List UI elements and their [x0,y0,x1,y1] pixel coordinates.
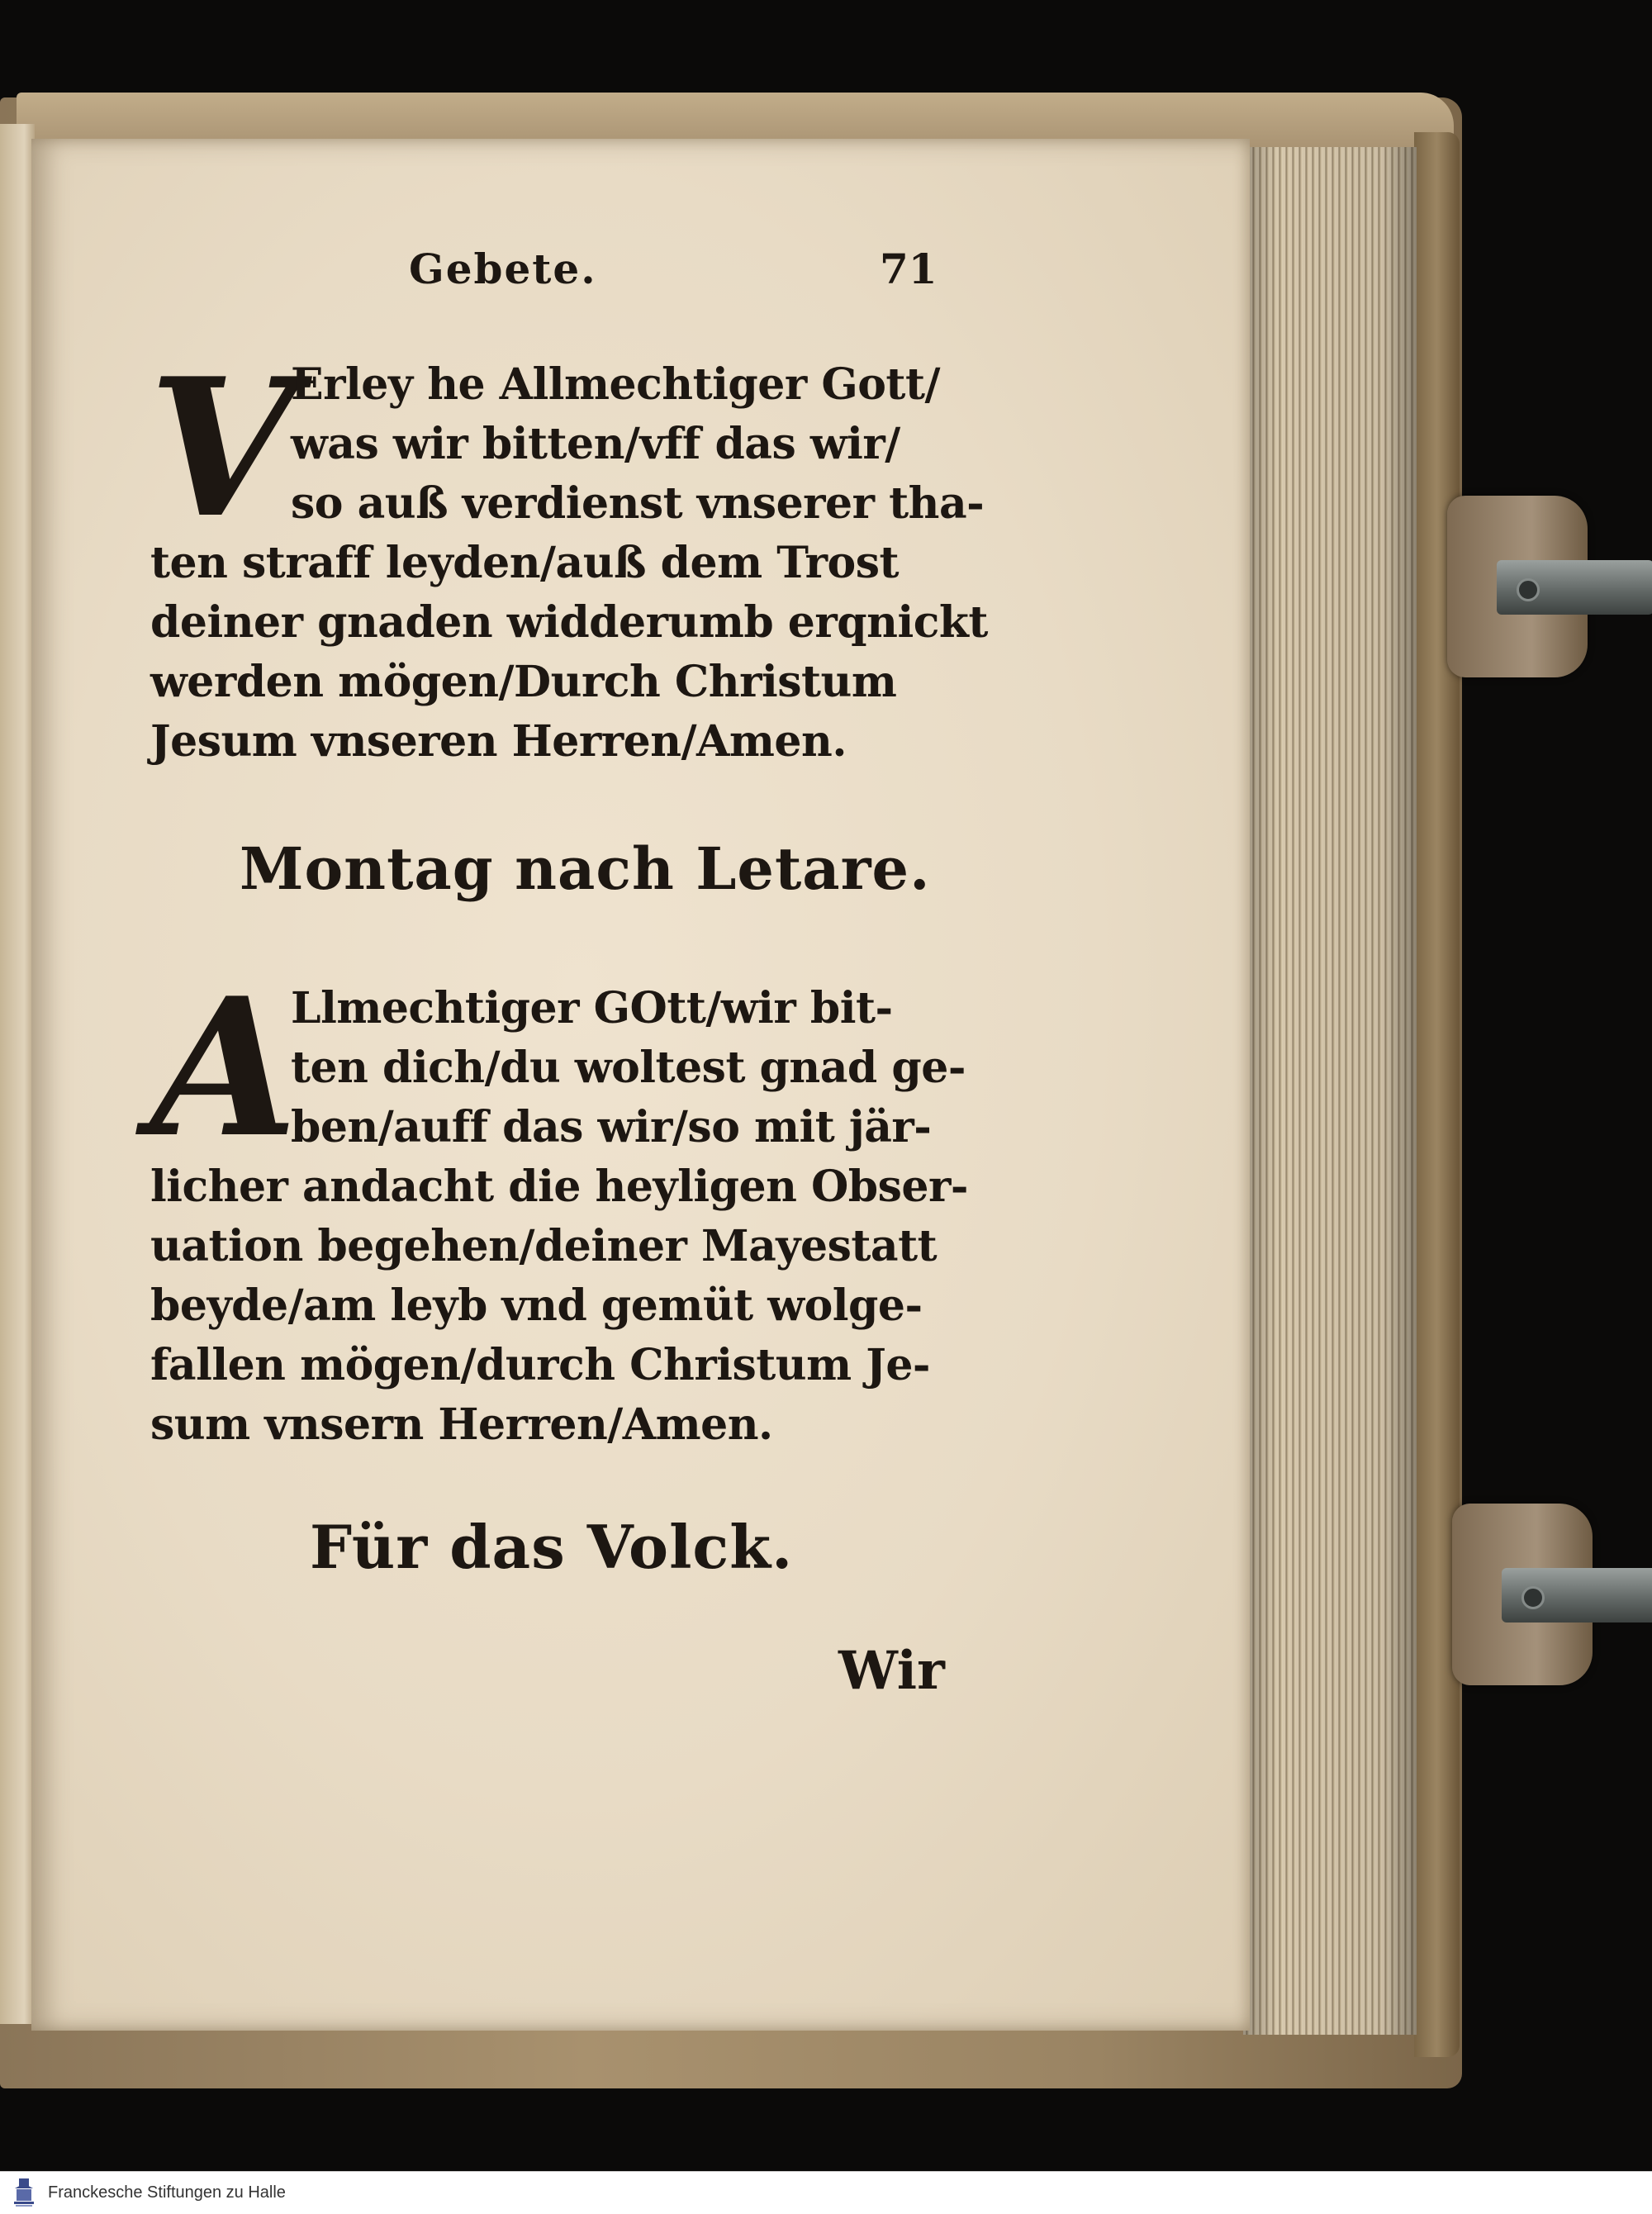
text-line: ten straff leyden/auß dem Trost [150,538,900,588]
drop-initial: V [149,337,297,560]
francke-foundation-logo-icon[interactable] [12,2177,36,2208]
prayer-text-2 [150,979,968,1455]
clasp-rivet [1521,1586,1545,1609]
catchword: Wir [838,1640,945,1702]
running-head: Gebete. [409,245,597,293]
text-line: sum vnsern Herren/Amen. [150,1399,773,1450]
text-line: Llmechtiger GOtt/wir bit- [291,983,893,1033]
cover-board-edge [1414,132,1460,2057]
text-line: ben/auff das wir/so mit jär- [291,1102,932,1152]
left-page-edge [0,124,35,2024]
footer-bar [0,2171,1652,2214]
text-line: fallen mögen/durch Christum Je- [150,1340,930,1390]
footer-institution-name[interactable]: Franckesche Stiftungen zu Halle [48,2183,286,2202]
page-fore-edge-shade [1243,147,1417,2035]
text-line: ten dich/du woltest gnad ge- [291,1043,966,1093]
section-heading: Montag nach Letare. [240,834,931,903]
text-line: was wir bitten/vff das wir/ [291,419,900,469]
text-line: uation begehen/deiner Mayestatt [150,1221,938,1271]
text-line: licher andacht die heyligen Obser- [150,1162,968,1212]
text-line: werden mögen/Durch Christum [150,657,897,707]
prayer-text-1 [149,337,988,772]
drop-initial: A [150,957,298,1180]
clasp-rivet [1517,578,1540,601]
text-line: so auß verdienst vnserer tha- [291,478,985,529]
text-line: beyde/am leyb vnd gemüt wolge- [150,1280,923,1331]
section-heading: Für das Volck. [310,1512,794,1582]
text-line: deiner gnaden widderumb erqnickt [150,597,988,648]
page-number: 71 [880,245,938,293]
text-line: Erley he Allmechtiger Gott/ [291,359,940,410]
text-line: Jesum vnseren Herren/Amen. [150,716,847,767]
